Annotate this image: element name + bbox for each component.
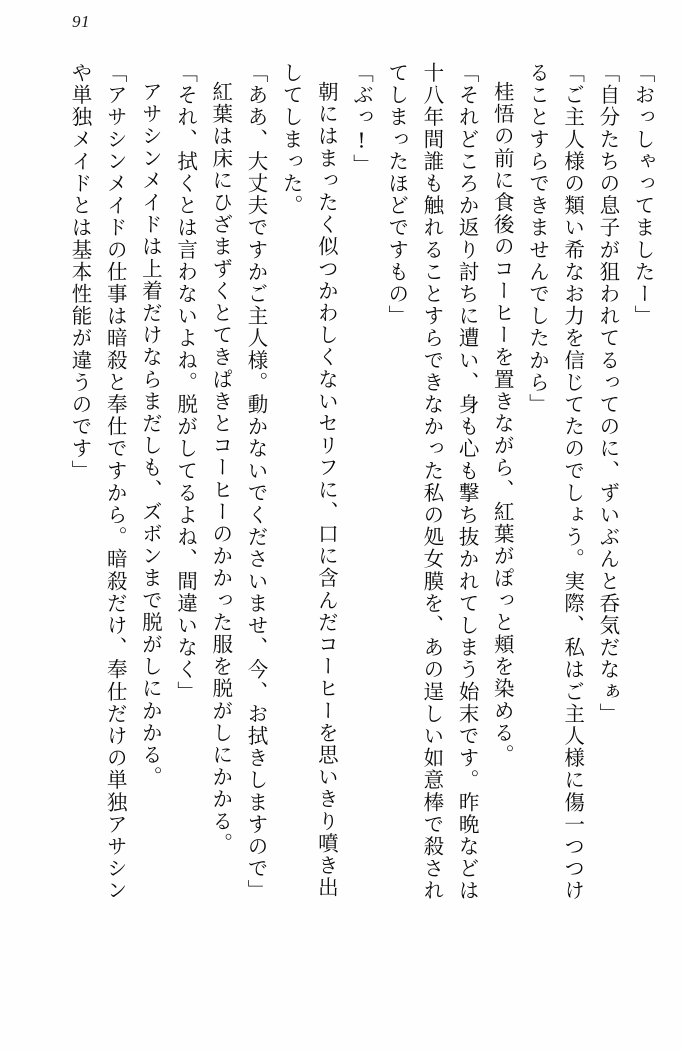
text-line: ることすらできませんでしたから」: [525, 62, 550, 416]
text-line: 「おっしゃってましたー」: [631, 62, 655, 328]
text-line: 朝にはまったく似つかわしくないセリフに、口に含んだコーヒーを思いきり噴き出: [314, 81, 339, 899]
text-line: 「自分たちの息子が狙われてるってのに、ずいぶんと呑気だなぁ」: [595, 62, 620, 725]
text-line: 「アサシンメイドの仕事は暗殺と奉仕ですから。暗殺だけ、奉仕だけの単独アサシン: [103, 62, 128, 902]
text-line: や単独メイドとは基本性能が違うのです」: [68, 62, 92, 482]
page-text-body: [28, 62, 653, 1020]
text-line: 「ぶっ!」: [349, 62, 374, 176]
text-line: 「ご主人様の類い希なお力を信じてたのでしょう。実際、私はご主人様に傷一つつけ: [560, 62, 585, 902]
text-line: 桂悟の前に食後のコーヒーを置きながら、紅葉がぽっと頬を染める。: [490, 81, 515, 767]
text-line: てしまったほどですもの」: [384, 62, 409, 328]
text-line: 「それどころか返り討ちに遭い、身も心も撃ち抜かれてしまう始末です。昨晩などは: [455, 62, 480, 902]
text-line: 十八年間誰も触れることすらできなかった私の処女膜を、あの逞しい如意棒で殺され: [419, 62, 444, 902]
text-line: 「ああ、大丈夫ですかご主人様。動かないでくださいませ、今、お拭きしますので」: [243, 62, 268, 902]
text-line: 紅葉は床にひざまずくとてきぱきとコーヒーのかかった服を脱がしにかかる。: [208, 81, 233, 855]
text-line: アサシンメイドは上着だけならまだしも、ズボンまで脱がしにかかる。: [138, 81, 163, 789]
page-number: 91: [72, 12, 90, 31]
text-line: 「それ、拭くとは言わないよね。脱がしてるよね、間違いなく」: [173, 62, 198, 703]
text-line: してしまった。: [279, 62, 304, 217]
